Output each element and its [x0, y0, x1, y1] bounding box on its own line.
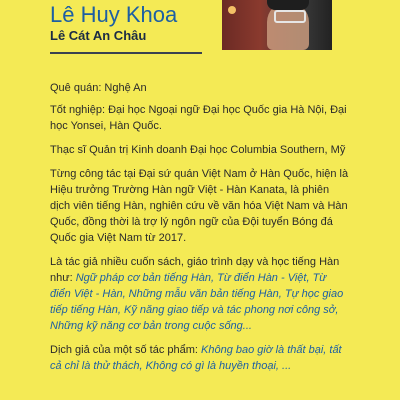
books-intro: Là tác giả nhiều cuốn sách, giáo trình dạy và học tiếng Hàn như: [50, 256, 340, 284]
books-list: Ngữ pháp cơ bản tiếng Hàn, Từ điển Hàn - Việt, Từ điển Việt - Hàn, Những mẫu văn bản tiếng Hàn, Tự học giao tiếp tiếng Hàn, Kỹ năng giao tiếp và tác phong nơi công sở, Những kỹ năng cơ bản trong cuộc sống... [50, 272, 344, 332]
bio-books [50, 254, 350, 334]
lamp-light [228, 6, 236, 14]
bio-career: Từng công tác tại Đại sứ quán Việt Nam ở Hàn Quốc, hiện là Hiệu trưởng Trường Hàn ngữ Việt - Hàn Kanata, là phiên dịch viên tiếng Hàn, nghiên cứu về văn hóa Việt Nam và Hàn Quốc, đồng thời là trợ lý ngôn ngữ của Đội tuyển Bóng đá Quốc gia Việt Nam từ 2017. [50, 168, 349, 244]
glasses-icon [274, 10, 306, 23]
author-photo [222, 0, 332, 50]
translations-intro: Dịch giả của một số tác phẩm: [50, 344, 198, 356]
bio-masters: Thạc sĩ Quản trị Kinh doanh Đại học Columbia Southern, Mỹ [50, 144, 346, 156]
translations-list: Không bao giờ là thất bại, tất cả chỉ là thử thách, Không có gì là huyền thoại, ... [50, 344, 342, 372]
author-name: Lê Huy Khoa [50, 2, 178, 27]
coauthor-name: Lê Cát An Châu [50, 28, 147, 43]
author-hair [267, 0, 309, 10]
bio-education: Tốt nghiệp: Đại học Ngoại ngữ Đại học Quốc gia Hà Nội, Đại học Yonsei, Hàn Quốc. [50, 104, 347, 132]
bio-translations [50, 342, 350, 374]
bio-hometown: Quê quán: Nghệ An [50, 82, 147, 94]
header-divider [50, 52, 202, 54]
author-bio [50, 80, 350, 382]
